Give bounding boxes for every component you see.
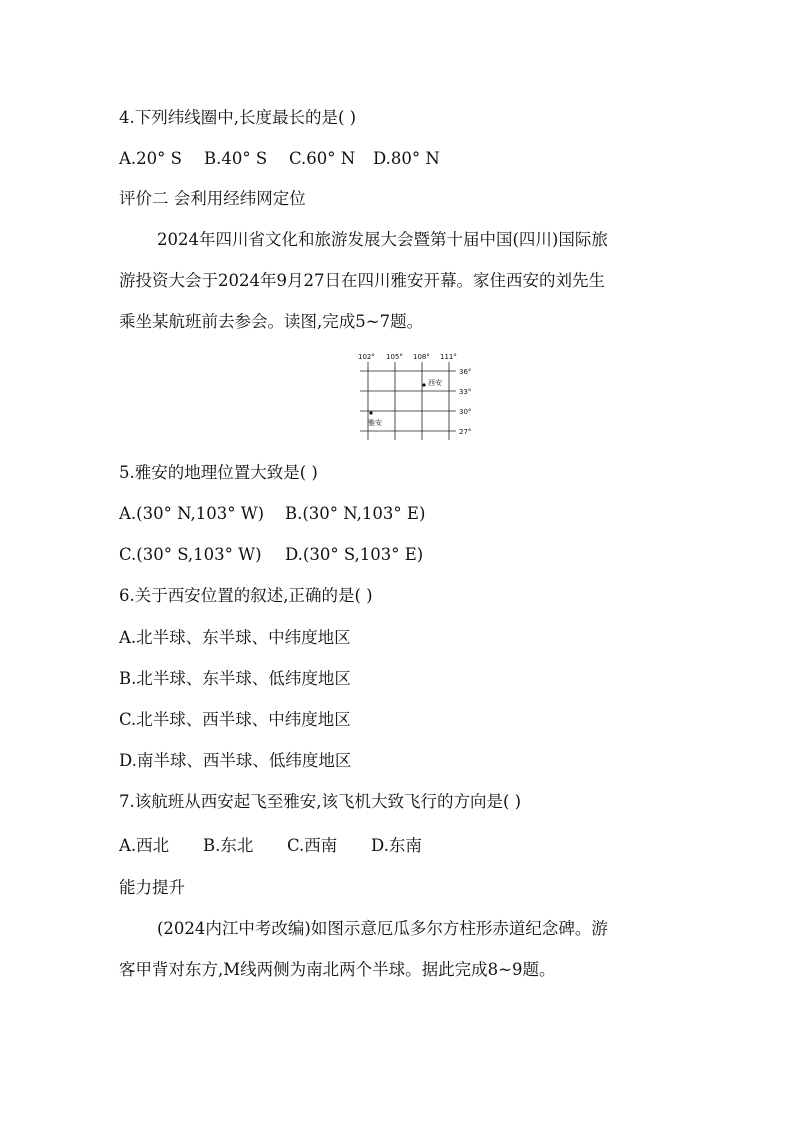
q7-option-b: B.东北 bbox=[203, 836, 254, 855]
lon-label-111: 111° bbox=[440, 353, 457, 361]
q6-stem: 6.关于西安位置的叙述,正确的是( ) bbox=[119, 586, 373, 605]
lon-label-102: 102° bbox=[358, 353, 375, 361]
q7-options bbox=[119, 835, 422, 857]
q6-option-b: B.北半球、东半球、低纬度地区 bbox=[119, 669, 351, 688]
xian-label: 西安 bbox=[428, 379, 442, 387]
q6-option-d: D.南半球、西半球、低纬度地区 bbox=[119, 751, 352, 770]
lat-label-27: 27° bbox=[459, 428, 472, 436]
lat-label-36: 36° bbox=[459, 368, 472, 376]
lon-label-108: 108° bbox=[413, 353, 430, 361]
q4-option-b: B.40° S bbox=[204, 149, 268, 168]
intro2-line-2: 客甲背对东方,M线两侧为南北两个半球。据此完成8~9题。 bbox=[119, 960, 556, 979]
intro-line-1: 2024年四川省文化和旅游发展大会暨第十届中国(四川)国际旅 bbox=[157, 230, 608, 249]
lat-label-33: 33° bbox=[459, 388, 472, 396]
intro-line-3: 乘坐某航班前去参会。读图,完成5~7题。 bbox=[119, 312, 424, 331]
section-title-evaluation-2: 评价二 会利用经纬网定位 bbox=[119, 189, 306, 208]
q5-option-b: B.(30° N,103° E) bbox=[285, 504, 426, 523]
q7-option-c: C.西南 bbox=[287, 836, 338, 855]
q4-stem: 4.下列纬线圈中,长度最长的是( ) bbox=[119, 108, 357, 127]
q6-option-c: C.北半球、西半球、中纬度地区 bbox=[119, 710, 351, 729]
yaan-label: 雅安 bbox=[368, 419, 382, 427]
intro-line-2: 游投资大会于2024年9月27日在四川雅安开幕。家住西安的刘先生 bbox=[119, 271, 605, 290]
q5-option-c: C.(30° S,103° W) bbox=[119, 545, 262, 564]
q5-options-row-1 bbox=[119, 503, 425, 525]
lon-label-105: 105° bbox=[386, 353, 403, 361]
q7-stem: 7.该航班从西安起飞至雅安,该飞机大致飞行的方向是( ) bbox=[119, 792, 522, 811]
section-title-ability: 能力提升 bbox=[119, 878, 185, 897]
q7-option-a: A.西北 bbox=[119, 836, 170, 855]
lat-label-30: 30° bbox=[459, 408, 472, 416]
q4-option-c: C.60° N bbox=[289, 149, 356, 168]
q4-option-a: A.20° S bbox=[119, 149, 182, 168]
lat-lon-grid-map bbox=[352, 350, 482, 444]
q5-option-a: A.(30° N,103° W) bbox=[119, 504, 265, 523]
yaan-dot bbox=[369, 411, 372, 414]
q4-options bbox=[119, 148, 440, 170]
q5-option-d: D.(30° S,103° E) bbox=[285, 545, 424, 564]
xian-dot bbox=[422, 383, 425, 386]
q7-option-d: D.东南 bbox=[371, 836, 422, 855]
q5-options-row-2 bbox=[119, 544, 423, 566]
q6-option-a: A.北半球、东半球、中纬度地区 bbox=[119, 628, 351, 647]
q4-option-d: D.80° N bbox=[373, 149, 440, 168]
q5-stem: 5.雅安的地理位置大致是( ) bbox=[119, 463, 318, 482]
intro2-line-1: (2024内江中考改编)如图示意厄瓜多尔方柱形赤道纪念碑。游 bbox=[157, 919, 608, 938]
